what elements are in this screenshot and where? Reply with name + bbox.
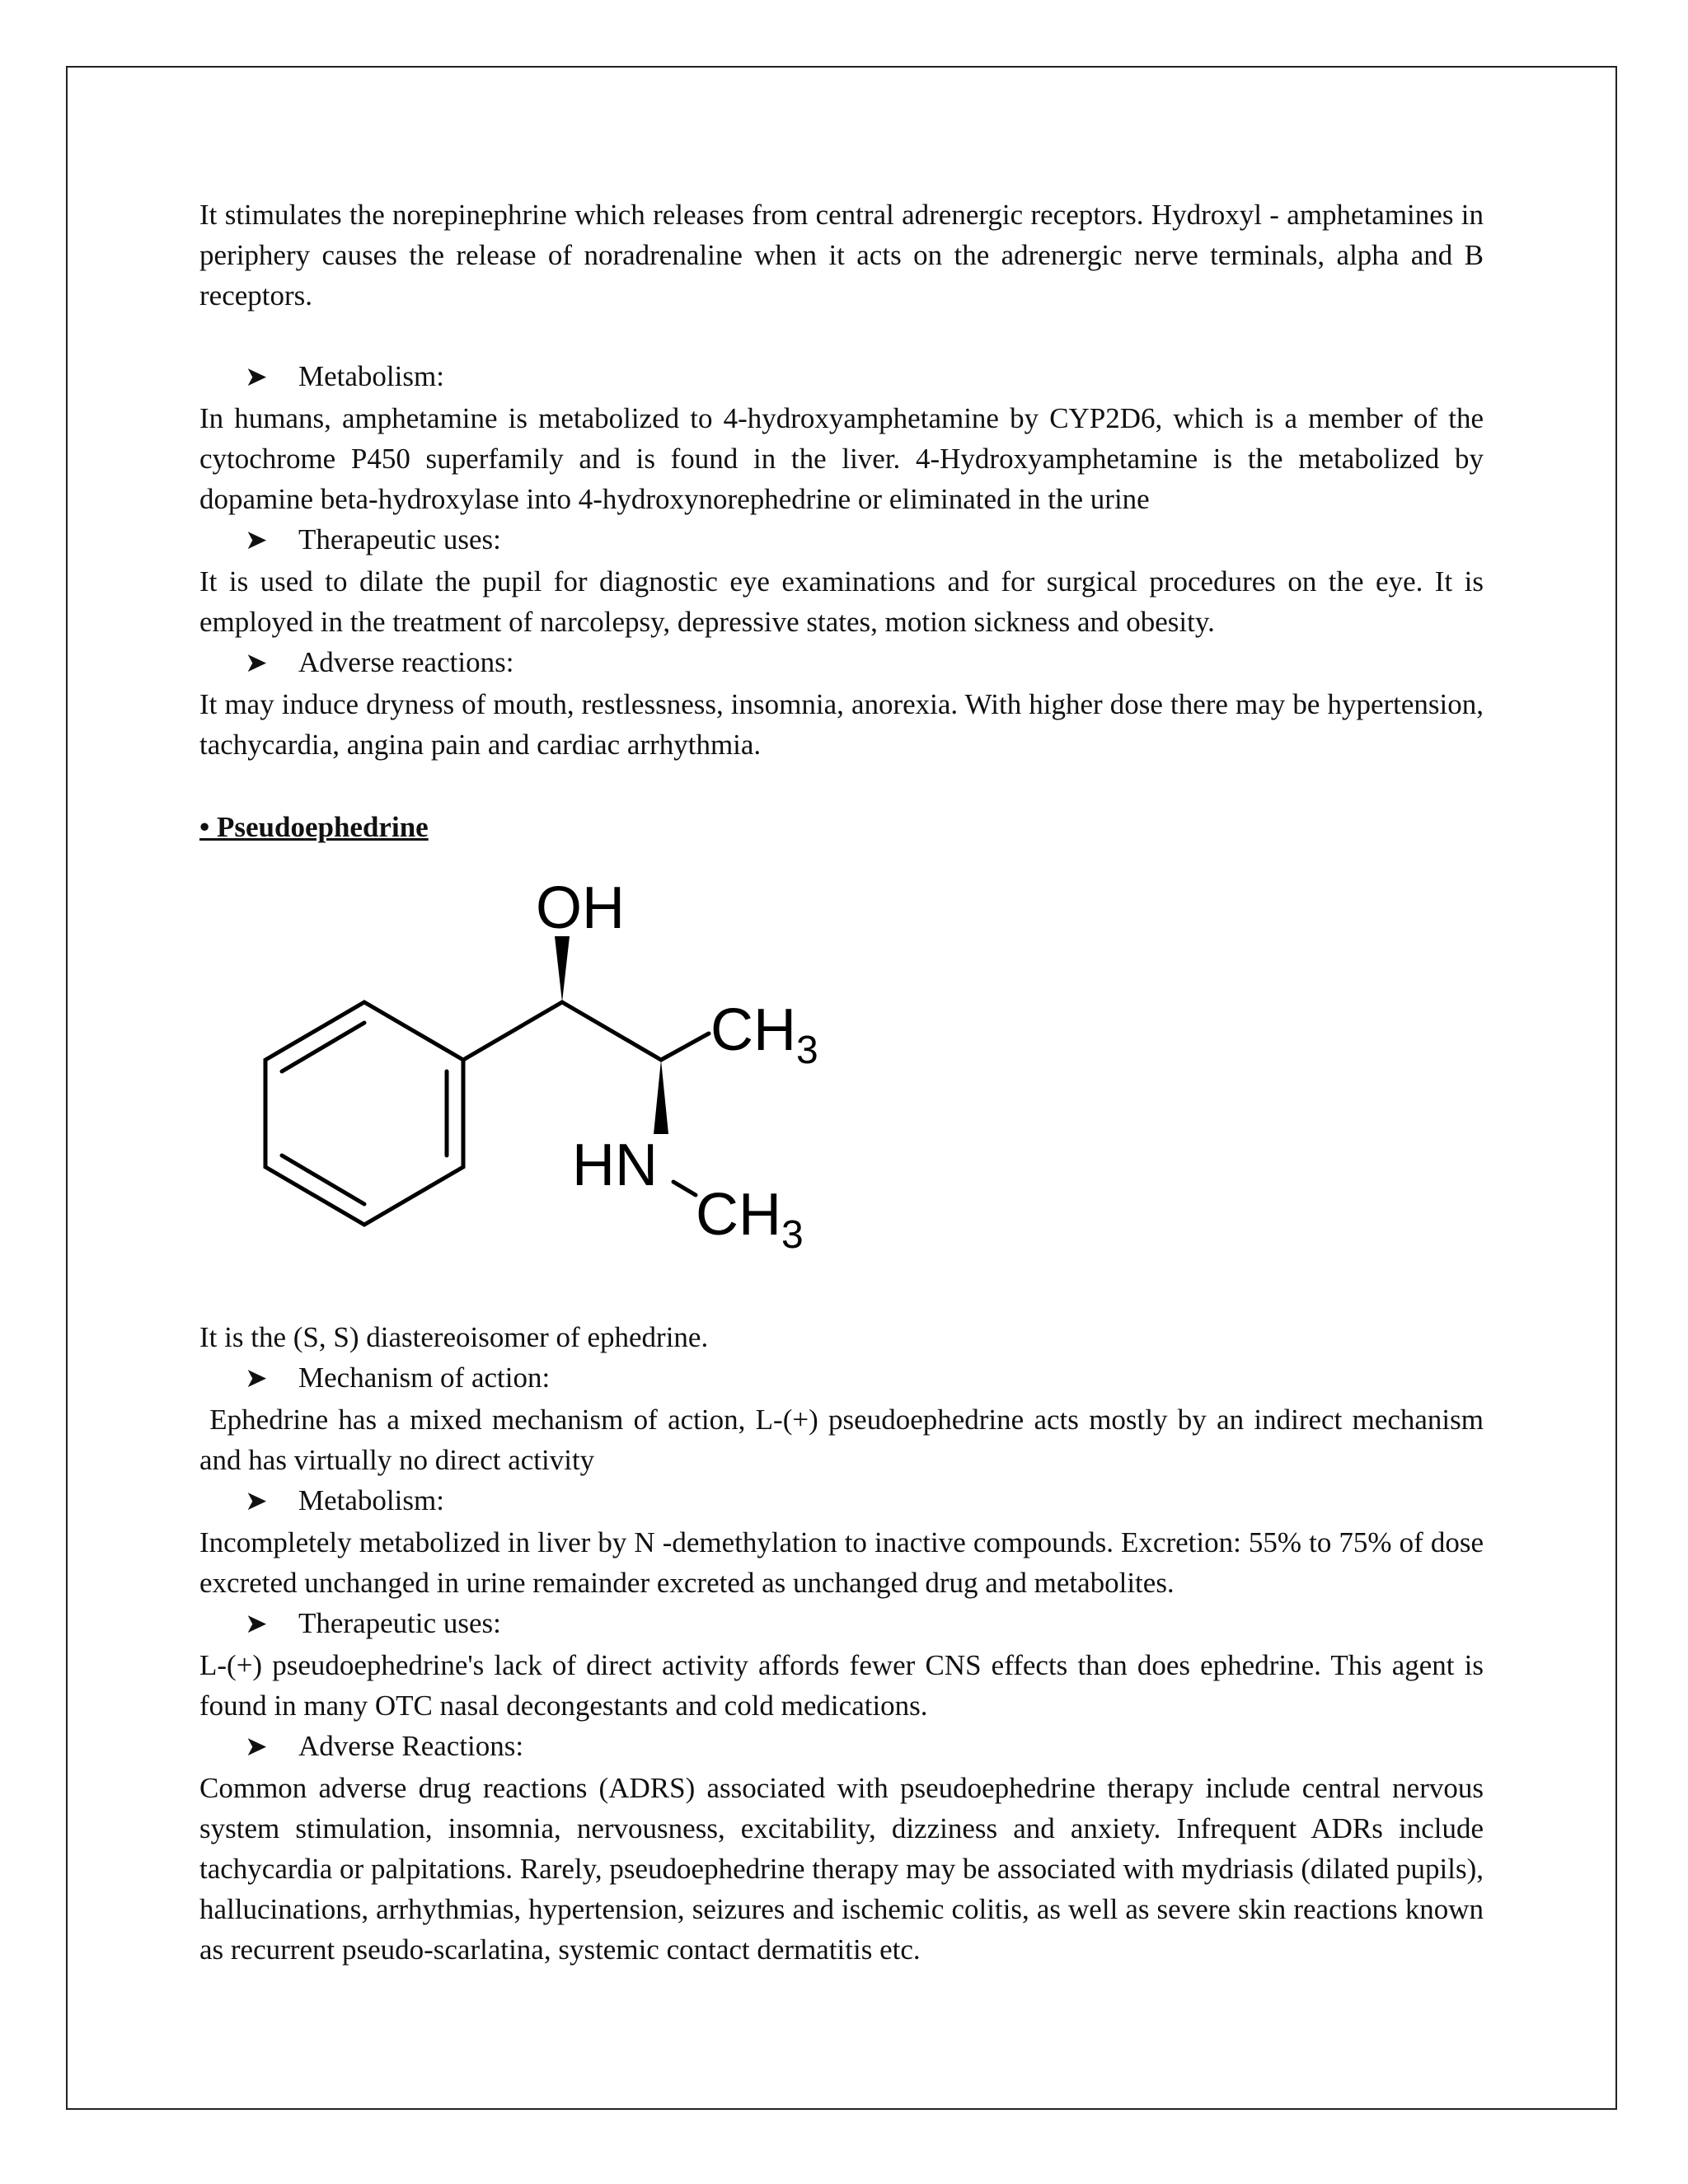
adverse-reactions-paragraph: Common adverse drug reactions (ADRS) associated with pseudoephedrine therapy include central nervous system stimulation, insomnia, nervousness, excitability, dizziness and anxiety. Infrequent ADRs include tachycardia or palpitations. Rarely, pseudoephedrine therapy may be associated with mydriasis (dilated pupils), hallucinations, arrhythmias, hypertension, seizures and ischemic colitis, as well as severe skin reactions known as recurrent pseudo-scarlatina, systemic contact dermatitis etc.: [199, 1772, 1484, 1966]
bond-c1-c2: [562, 1002, 661, 1060]
isomer-sentence: It is the (S, S) diastereoisomer of ephedrine.: [199, 1321, 709, 1353]
bond-c2-ch3: [661, 1033, 709, 1060]
document-body: [199, 194, 1491, 1970]
intro-paragraph: It stimulates the norepinephrine which releases from central adrenergic receptors. Hydroxyl - amphetamines in periphery causes the release of noradrenaline when it acts on the adrenergic nerve terminals, alpha and B receptors.: [199, 199, 1484, 312]
ring-double-bond: [282, 1155, 364, 1204]
section-title-pseudoephedrine: • Pseudoephedrine: [199, 811, 429, 843]
spacer: [199, 765, 1484, 805]
spacer: [199, 316, 1484, 356]
pseudoephedrine-structure: [199, 854, 1484, 1299]
bond-ring-c1: [463, 1002, 562, 1060]
arrowhead-bullet-icon: ➤: [245, 1487, 268, 1516]
bond-n-ch3: [673, 1182, 696, 1195]
bullet-heading-therapeutic-uses: ➤ Therapeutic uses:: [199, 519, 1484, 561]
metabolism-paragraph: In humans, amphetamine is metabolized to 4-hydroxyamphetamine by CYP2D6, which is a member of the cytochrome P450 superfamily and is found in the liver. 4-Hydroxyamphetamine is the metabolized by dopamine beta-hydroxylase into 4-hydroxynorephedrine or eliminated in the urine: [199, 402, 1484, 515]
ring-double-bond: [282, 1023, 364, 1071]
arrowhead-bullet-icon: ➤: [245, 649, 268, 678]
benzene-ring: [265, 1002, 463, 1225]
wedge-bond-nh: [654, 1060, 668, 1134]
bullet-heading-adverse-reactions: ➤ Adverse Reactions:: [199, 1726, 1484, 1768]
bullet-heading-metabolism: ➤ Metabolism:: [199, 1480, 1484, 1522]
metabolism-paragraph: Incompletely metabolized in liver by N -demethylation to inactive compounds. Excretion: 55% to 75% of dose excreted unchanged in urine remainder excreted as unchanged drug and metabolites.: [199, 1526, 1484, 1599]
label-ch3-bottom: $CH_3$: [696, 1182, 804, 1257]
bullet-heading-metabolism: ➤ Metabolism:: [199, 356, 1484, 398]
wedge-bond-oh: [555, 936, 570, 1002]
arrowhead-bullet-icon: ➤: [245, 526, 268, 555]
chemical-structure-diagram: [199, 854, 818, 1299]
therapeutic-uses-paragraph: L-(+) pseudoephedrine's lack of direct activity affords fewer CNS effects than does ephedrine. This agent is found in many OTC nasal decongestants and cold medications.: [199, 1649, 1484, 1722]
arrowhead-bullet-icon: ➤: [245, 1610, 268, 1639]
label-ch3-top: $CH_3$: [710, 997, 818, 1072]
adverse-reactions-paragraph: It may induce dryness of mouth, restlessness, insomnia, anorexia. With higher dose there may be hypertension, tachycardia, angina pain and cardiac arrhythmia.: [199, 688, 1484, 761]
arrowhead-bullet-icon: ➤: [245, 363, 268, 392]
bullet-heading-adverse-reactions: ➤ Adverse reactions:: [199, 642, 1484, 684]
arrowhead-bullet-icon: ➤: [245, 1732, 268, 1762]
label-oh: OH: [536, 875, 625, 941]
bullet-heading-therapeutic-uses: ➤ Therapeutic uses:: [199, 1603, 1484, 1645]
therapeutic-uses-paragraph: It is used to dilate the pupil for diagnostic eye examinations and for surgical procedures on the eye. It is employed in the treatment of narcolepsy, depressive states, motion sickness and obesity.: [199, 565, 1484, 638]
label-hn: HN: [572, 1132, 658, 1198]
mechanism-paragraph: Ephedrine has a mixed mechanism of action, L-(+) pseudoephedrine acts mostly by an indirect mechanism and has virtually no direct activity: [199, 1404, 1491, 1476]
arrowhead-bullet-icon: ➤: [245, 1364, 268, 1394]
bullet-heading-mechanism: ➤ Mechanism of action:: [199, 1357, 1484, 1399]
